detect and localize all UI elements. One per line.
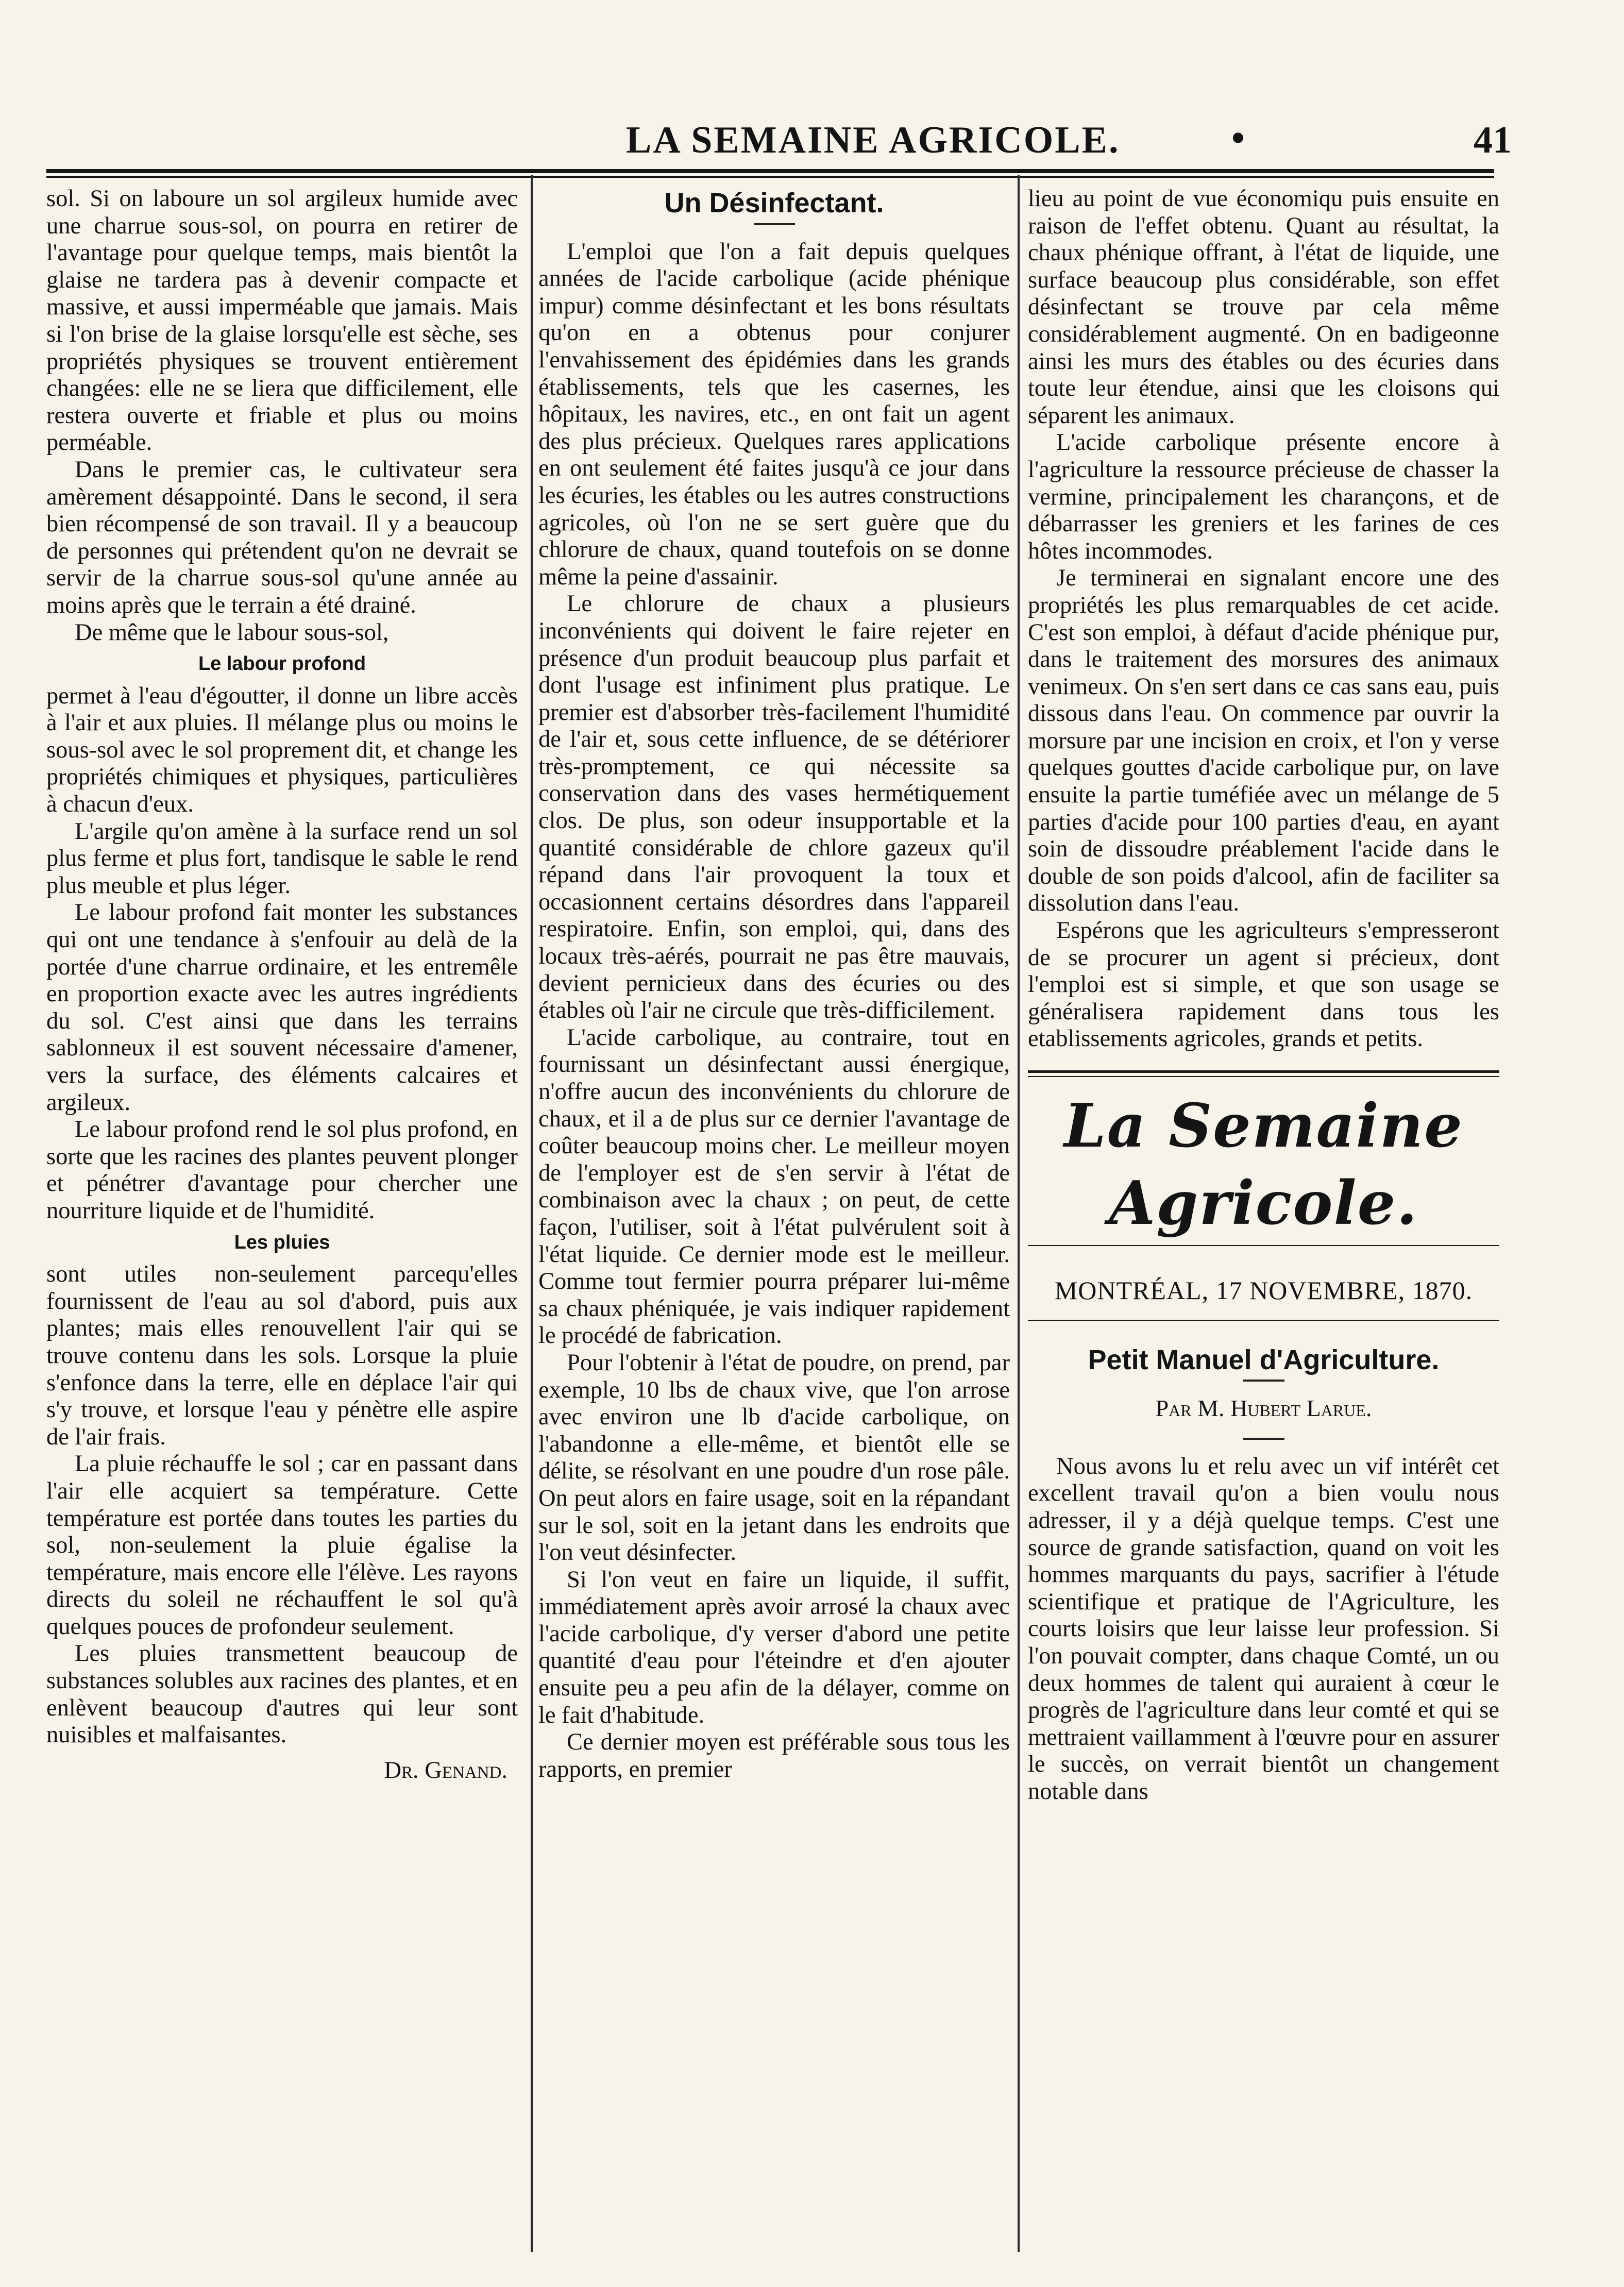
column-separator [531,175,533,2252]
paragraph: Dans le premier cas, le cultivateur sera amèrement désappointé. Dans le second, il sera bien récompensé de son travail. Il y a beaucoup de personnes qui prétendent qu'on ne devrait se servir de la charrue sous-sol qu'une année au moins après que le terrain a été drainé. [46,456,518,618]
paragraph: Le labour profond fait monter les substances qui ont une tendance à s'enfouir au delà de la portée d'une charrue ordinaire, et les entremêle en proportion exacte avec les autres ingrédients du sol. C'est ainsi que dans les terrains sablonneux il est souvent nécessaire d'amener, vers la surface, des éléments calcaires et argileux. [46,899,518,1116]
masthead-rule [1028,1070,1499,1073]
article-title-desinfectant: Un Désinfectant. [664,188,884,218]
paragraph: Nous avons lu et relu avec un vif intérêt cet excellent travail qu'on a bien voulu nous adresser, il y a déjà quelque temps. C'est une source de grande satisfaction, quand on voit les hommes marquants du pays, sacrifier à l'étude scientifique et pratique de l'Agriculture, les courts loisirs que leur laisse leur profession. Si l'on pouvait compter, dans chaque Comté, un ou deux hommes de talent qui auraient à cœur le progrès de l'agriculture dans leur comté et qui se mettraient vaillamment à l'œuvre pour en assurer le succès, on verrait bientôt un changement notable dans [1028,1453,1499,1805]
header-bullet: • [1231,117,1245,159]
subheading-les-pluies: Les pluies [234,1231,330,1253]
dateline: MONTRÉAL, 17 NOVEMBRE, 1870. [1054,1276,1473,1305]
paragraph: permet à l'eau d'égoutter, il donne un libre accès à l'air et aux pluies. Il mélange plus ou moins le sous-sol avec le sol proprement dit, et change les propriétés chimiques et physiques, particulières à chacun d'eux. [46,682,518,818]
paragraph: lieu au point de vue économiqu puis ensuite en raison de l'effet obtenu. Quant au résultat, la chaux phénique offrant, à l'état de liquide, une surface beaucoup plus considérable, son effet désinfectant se trouve par cela même considérablement augmenté. On en badigeonne ainsi les murs des étables ou des écuries dans toute leur étendue, ainsi que les cloisons qui séparent les animaux. [1028,186,1499,429]
paragraph: Les pluies transmettent beaucoup de substances solubles aux racines des plantes, et en enlèvent beaucoup d'autres qui leur sont nuisibles et malfaisantes. [46,1640,518,1748]
byline: Par M. Hubert Larue. [1155,1395,1372,1422]
masthead-rule-thin [1028,1076,1499,1077]
running-header [46,117,1512,165]
page-number: 41 [1474,119,1512,161]
paragraph: L'emploi que l'on a fait depuis quelques années de l'acide carbolique (acide phénique impur) comme désinfectant et les bons résultats qu'on en a obtenus pour conjurer l'envahissement des épidémies dans les grands établissements, tels que les casernes, les hôpitaux, les navires, etc., en ont fait un agent des plus précieux. Quelques rares applications en ont seulement été faites jusqu'à ce jour dans les écuries, les étables ou les autres constructions agricoles, où l'on ne se sert guère que du chlorure de chaux, quand toutefois on se donne même la peine d'assainir. [538,238,1010,590]
paragraph: Si l'on veut en faire un liquide, il suffit, immédiatement après avoir arrosé la chaux avec l'acide carbolique, d'y verser d'abord une petite quantité d'eau pour l'éteindre et d'en ajouter ensuite peu a peu afin de la délayer, comme on le fait d'habitude. [538,1566,1010,1728]
paragraph: La pluie réchauffe le sol ; car en passant dans l'air elle acquiert sa température. Cette température est portée dans toutes les parties du sol, non-seulement la pluie égalise la température, mais encore elle l'élève. Les rayons directs du soleil ne réchauffent le sol qu'à quelques pouces de profondeur seulement. [46,1451,518,1640]
masthead-rule-bottom [1028,1245,1499,1246]
header-rule [46,169,1494,173]
header-rule-thin [46,176,1494,178]
paragraph: Je terminerai en signalant encore une des propriétés les plus remarquables de cet acide. C'est son emploi, à défaut d'acide phénique pur, dans le traitement des morsures des animaux venimeux. On s'en sert dans ce cas sans eau, puis dissous dans l'eau. On commence par ouvrir la morsure par une incision en croix, et l'on y verse quelques gouttes d'acide carbolique pur, on lave ensuite la partie tuméfiée avec un mélange de 5 parties d'acide pour 100 parties d'eau, en ayant soin de dissoudre préablement l'acide dans le double de son poids d'alcool, afin de faciliter sa dissolution dans l'eau. [1028,565,1499,917]
paragraph: De même que le labour sous-sol, [75,619,389,646]
masthead: La Semaine Agricole. [1064,1091,1463,1238]
paragraph: Ce dernier moyen est préférable sous tous les rapports, en premier [538,1729,1010,1782]
dateline-rule [1028,1320,1499,1321]
paragraph: Pour l'obtenir à l'état de poudre, on prend, par exemple, 10 lbs de chaux vive, que l'on arrose avec environ une lb d'acide carbolique, on l'abandonne a elle-même, et bientôt elle se délite, se résolvant en une poudre d'un rose pâle. On peut alors en faire usage, soit en la répandant sur le sol, soit en la jetant dans les endroits que l'on veut désinfecter. [538,1349,1010,1566]
paragraph: L'argile qu'on amène à la surface rend un sol plus ferme et plus fort, tandisque le sable le rend plus meuble et plus léger. [46,818,518,899]
column-1 [46,186,518,2262]
article-title-petit-manuel: Petit Manuel d'Agriculture. [1088,1344,1440,1375]
paragraph: L'acide carbolique présente encore à l'agriculture la ressource précieuse de chasser la vermine, principalement les charançons, et de débarrasser les greniers et les farines de ces hôtes incommodes. [1028,429,1499,564]
paragraph: sont utiles non-seulement parcequ'elles fournissent de l'eau au sol d'abord, puis aux plantes; mais elles renouvellent l'air qui se trouve contenu dans les sols. Lorsque la pluie s'enfonce dans la terre, elle en déplace l'air qui s'y trouve, et lorsque l'eau y pénètre elle aspire de l'air frais. [46,1261,518,1450]
paragraph: Le chlorure de chaux a plusieurs inconvénients qui doivent le faire rejeter en présence d'un produit beaucoup plus parfait et dont l'usage est infiniment plus pratique. Le premier est d'absorber très-facilement l'humidité de l'air et, sous cette influence, de se détériorer très-promptement, ce qui nécessite sa conservation dans des vases hermétiquement clos. De plus, son odeur insupportable et la quantité considérable de chlore gazeux qu'il répand dans l'air provoquent la toux et occasionnent certains désordres dans l'appareil respiratoire. Enfin, son emploi, qui, dans des locaux très-aérés, pourrait ne pas être mauvais, devient pernicieux dans des écuries ou des étables où l'air ne circule que très-difficilement. [538,591,1010,1024]
paragraph: Espérons que les agriculteurs s'empresseront de se procurer un agent si précieux, dont l'emploi est si simple, et que son usage se généralisera rapidement dans tous les etablissements agricoles, grands et petits. [1028,917,1499,1052]
title-dash [754,223,795,225]
byline-dash [1243,1438,1284,1440]
signature: Dr. Genand. [384,1757,508,1784]
paragraph: sol. Si on laboure un sol argileux humide avec une charrue sous-sol, on pourra en retirer de l'avantage pour quelque temps, mais bientôt la glaise ne tardera pas à devenir compacte et massive, et aussi imperméable que jamais. Mais si l'on brise de la glaise lorsqu'elle est sèche, ses propriétés physiques se trouvent entièrement changées: elle ne se liera que difficilement, elle restera ouverte et friable et plus ou moins perméable. [46,186,518,456]
column-3 [1028,186,1499,2262]
running-title: LA SEMAINE AGRICOLE. [626,119,1120,161]
paragraph: L'acide carbolique, au contraire, tout en fournissant un désinfectant aussi énergique, n'offre aucun des inconvénients du chlorure de chaux, et il a de plus sur ce dernier l'avantage de coûter beaucoup moins cher. Le meilleur moyen de l'employer est de s'en servir à l'état de combinaison avec la chaux ; on peut, de cette façon, l'utiliser, soit à l'état pulvérulent soit à l'état liquide. Ce dernier mode est le meilleur. Comme tout fermier pourra préparer lui-même sa chaux phéniquée, je vais indiquer rapidement le procédé de fabrication. [538,1024,1010,1349]
paragraph: Le labour profond rend le sol plus profond, en sorte que les racines des plantes peuvent plonger et pénétrer d'avantage pour chercher une nourriture liquide et de l'humidité. [46,1116,518,1224]
column-2 [538,186,1010,2262]
column-separator [1018,175,1020,2252]
title-dash [1243,1380,1284,1382]
subheading-labour-profond: Le labour profond [198,653,366,675]
